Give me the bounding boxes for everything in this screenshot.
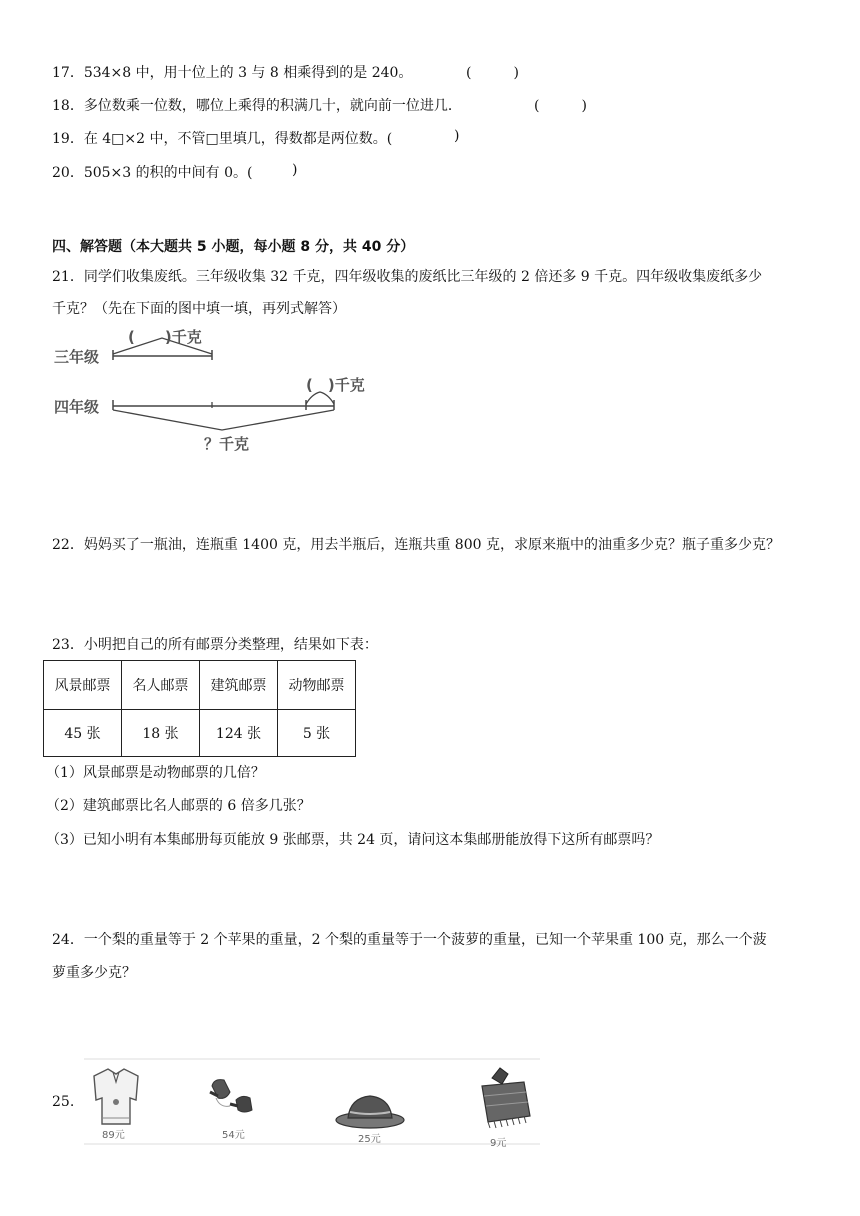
answer-blank-19[interactable]: ) bbox=[454, 128, 460, 144]
value-celebrity: 18 张 bbox=[122, 710, 200, 757]
grade3-label: 三年级 bbox=[54, 348, 100, 366]
value-landscape: 45 张 bbox=[44, 710, 122, 757]
question-20: 20．505×3 的积的中间有 0。( bbox=[52, 165, 253, 181]
question-23-sub2: （2）建筑邮票比名人邮票的 6 倍多几张？ bbox=[46, 798, 311, 814]
answer-blank-17[interactable]: ( ) bbox=[466, 65, 519, 81]
sweater-price: 89元 bbox=[102, 1130, 125, 1141]
shop-items-image bbox=[80, 1056, 542, 1148]
grade4-extra-label: ( )千克 bbox=[306, 376, 365, 394]
value-building: 124 张 bbox=[200, 710, 278, 757]
gloves-icon bbox=[210, 1080, 252, 1112]
question-25-number: 25. bbox=[52, 1094, 75, 1110]
header-animal: 动物邮票 bbox=[278, 661, 356, 710]
question-23-sub1: （1）风景邮票是动物邮票的几倍？ bbox=[46, 765, 265, 781]
value-animal: 5 张 bbox=[278, 710, 356, 757]
grade4-label: 四年级 bbox=[54, 398, 100, 416]
scarf-icon bbox=[482, 1068, 530, 1128]
scarf-price: 9元 bbox=[490, 1138, 507, 1148]
question-22: 22．妈妈买了一瓶油，连瓶重 1400 克，用去半瓶后，连瓶共重 800 克，求原来瓶中的油重多少克？瓶子重多少克？ bbox=[52, 537, 780, 553]
question-21-line1: 21．同学们收集废纸。三年级收集 32 千克，四年级收集的废纸比三年级的 2 倍还多 9 千克。四年级收集废纸多少 bbox=[52, 269, 763, 285]
question-24-line2: 萝重多少克？ bbox=[52, 965, 136, 981]
sweater-icon bbox=[94, 1069, 138, 1124]
question-23-intro: 23．小明把自己的所有邮票分类整理，结果如下表： bbox=[52, 637, 378, 653]
header-building: 建筑邮票 bbox=[200, 661, 278, 710]
gloves-price: 54元 bbox=[222, 1130, 245, 1141]
hat-price: 25元 bbox=[358, 1134, 381, 1145]
segment-diagram bbox=[50, 320, 390, 460]
question-21-line2: 千克？（先在下面的图中填一填，再列式解答） bbox=[52, 301, 346, 317]
header-celebrity: 名人邮票 bbox=[122, 661, 200, 710]
answer-blank-18[interactable]: ( ) bbox=[534, 98, 587, 114]
grade3-brace-label: ( )千克 bbox=[128, 328, 202, 346]
question-24-line1: 24．一个梨的重量等于 2 个苹果的重量，2 个梨的重量等于一个菠萝的重量，已知一个苹果重 100 克，那么一个菠 bbox=[52, 932, 767, 948]
question-19: 19．在 4□×2 中，不管□里填几，得数都是两位数。( bbox=[52, 131, 393, 147]
answer-blank-20[interactable]: ) bbox=[292, 162, 298, 178]
stamp-table bbox=[43, 660, 356, 757]
question-23-sub3: （3）已知小明有本集邮册每页能放 9 张邮票，共 24 页，请问这本集邮册能放得下这所有邮票吗？ bbox=[46, 832, 660, 848]
question-18: 18．多位数乘一位数，哪位上乘得的积满几十，就向前一位进几． bbox=[52, 98, 462, 114]
grade4-total-label: ？千克 bbox=[204, 435, 250, 453]
section-heading: 四、解答题（本大题共 5 小题，每小题 8 分，共 40 分） bbox=[52, 239, 415, 255]
header-landscape: 风景邮票 bbox=[44, 661, 122, 710]
question-17: 17．534×8 中，用十位上的 3 与 8 相乘得到的是 240。 bbox=[52, 65, 413, 81]
hat-icon bbox=[336, 1096, 404, 1128]
